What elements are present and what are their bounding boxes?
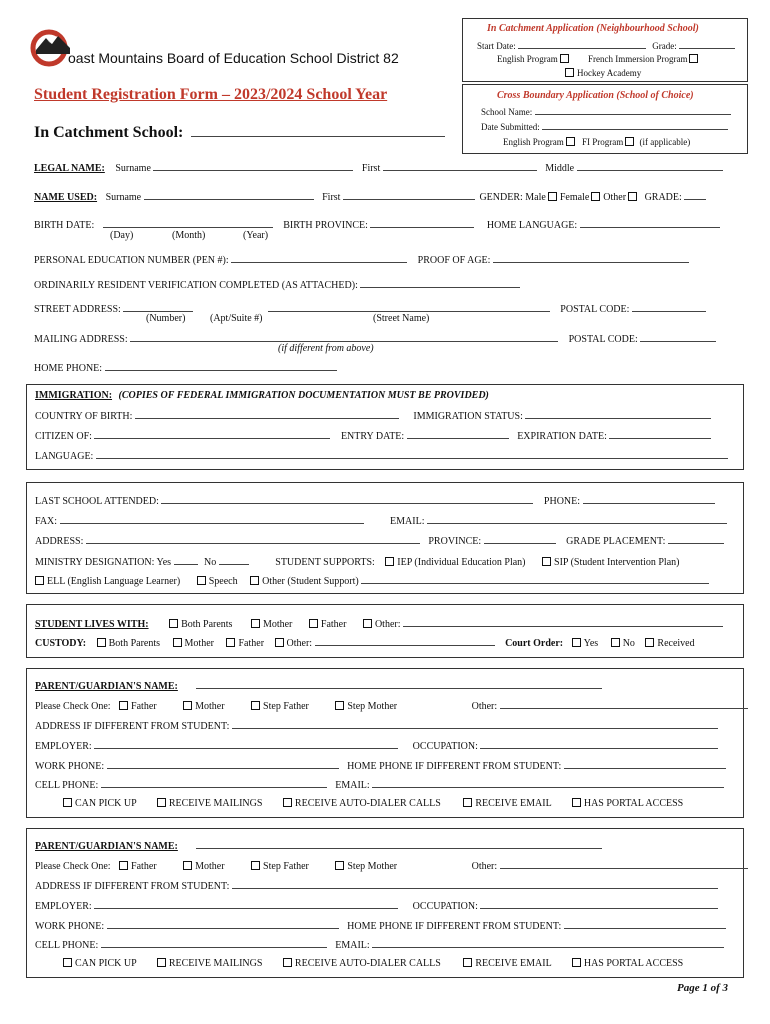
guardian2-mother-checkbox[interactable] xyxy=(183,861,192,870)
other-support-field[interactable] xyxy=(361,574,709,584)
guardian2-work-phone-field[interactable] xyxy=(107,919,339,929)
ordinarily-resident-field[interactable] xyxy=(360,278,520,288)
guardian1-portal-checkbox[interactable] xyxy=(572,798,581,807)
name-used-row: NAME USED: Surname First GENDER: Male Female Other GRADE: xyxy=(34,190,706,203)
guardian2-auto-dialer-checkbox[interactable] xyxy=(283,958,292,967)
lives-other-field[interactable] xyxy=(403,617,723,627)
month-caption: (Month) xyxy=(172,230,206,241)
school-province-field[interactable] xyxy=(484,534,556,544)
guardian2-father-checkbox[interactable] xyxy=(119,861,128,870)
home-language-field[interactable] xyxy=(580,218,720,228)
guardian1-other-field[interactable] xyxy=(500,699,748,709)
gender-other-checkbox[interactable] xyxy=(628,192,637,201)
mailing-address-row: MAILING ADDRESS: POSTAL CODE: xyxy=(34,332,716,345)
guardian1-auto-dialer-checkbox[interactable] xyxy=(283,798,292,807)
expiration-date-field[interactable] xyxy=(609,429,711,439)
if-different-caption: (if different from above) xyxy=(278,343,374,354)
in-catchment-school-field[interactable] xyxy=(191,127,445,137)
street-address-row: STREET ADDRESS: POSTAL CODE: xyxy=(34,302,706,315)
page-number: Page 1 of 3 xyxy=(677,982,729,994)
previous-school-section: LAST SCHOOL ATTENDED: PHONE: FAX: EMAIL: ADDRESS: PROVINCE: GRADE PLACEMENT: MINISTRY DESIGNATION: Yes No STUDENT SUPPORTS: IEP (Individual Education Plan) SIP (Student Intervention Plan) ELL (English Language Learner) Speech Other (Student Support) xyxy=(26,482,744,594)
ministry-no-field[interactable] xyxy=(219,555,249,565)
custody-other-field[interactable] xyxy=(315,636,495,646)
guardian-section-1: PARENT/GUARDIAN'S NAME: Please Check One: Father Mother Step Father Step Mother Other: ADDRESS IF DIFFERENT FROM STUDENT: EMPLOYER: OCCUPATION: WORK PHONE: HOME PHONE IF DIFFERENT FROM STUDENT: CELL PHONE: EMAIL: CAN PICK UP RECEIVE MAILINGS RECEIVE AUTO-DIALER CALLS RECEIVE EMAIL HAS PORTAL ACCESS xyxy=(26,668,744,818)
street-name-field[interactable] xyxy=(268,302,550,312)
birth-date-field[interactable] xyxy=(103,218,273,228)
postal-code-field[interactable] xyxy=(632,302,706,312)
guardian1-step-mother-checkbox[interactable] xyxy=(335,701,344,710)
entry-date-field[interactable] xyxy=(407,429,509,439)
school-email-field[interactable] xyxy=(427,514,727,524)
birth-province-field[interactable] xyxy=(370,218,474,228)
guardian2-portal-checkbox[interactable] xyxy=(572,958,581,967)
custody-other-checkbox[interactable] xyxy=(275,638,284,647)
living-arrangement-section: STUDENT LIVES WITH: Both Parents Mother Father Other: CUSTODY: Both Parents Mother Father Other: Court Order: Yes No Received xyxy=(26,604,744,658)
gender-female-checkbox[interactable] xyxy=(591,192,600,201)
immigration-status-field[interactable] xyxy=(525,409,711,419)
school-fax-field[interactable] xyxy=(60,514,364,524)
school-phone-field[interactable] xyxy=(583,494,715,504)
ordinarily-resident-row: ORDINARILY RESIDENT VERIFICATION COMPLETED (AS ATTACHED): xyxy=(34,278,520,291)
last-school-field[interactable] xyxy=(161,494,533,504)
lives-both-parents-checkbox[interactable] xyxy=(169,619,178,628)
court-order-yes-checkbox[interactable] xyxy=(572,638,581,647)
school-address-field[interactable] xyxy=(86,534,420,544)
school-name-field[interactable] xyxy=(535,105,731,115)
day-caption: (Day) xyxy=(110,230,134,241)
guardian2-occupation-field[interactable] xyxy=(480,899,718,909)
custody-both-parents-checkbox[interactable] xyxy=(97,638,106,647)
start-date-field[interactable] xyxy=(518,39,646,49)
guardian2-mailings-checkbox[interactable] xyxy=(157,958,166,967)
used-first-field[interactable] xyxy=(343,190,475,200)
home-phone-field[interactable] xyxy=(105,361,337,371)
start-date-row: Start Date: Grade: xyxy=(477,39,735,51)
number-caption: (Number) xyxy=(146,313,186,324)
legal-name-row: LEGAL NAME: Surname First Middle xyxy=(34,161,723,174)
guardian1-step-father-checkbox[interactable] xyxy=(251,701,260,710)
citizen-of-field[interactable] xyxy=(94,429,330,439)
ministry-yes-field[interactable] xyxy=(174,555,198,565)
iep-checkbox[interactable] xyxy=(385,557,394,566)
birth-row: BIRTH DATE: BIRTH PROVINCE: HOME LANGUAGE: xyxy=(34,218,720,231)
guardian-section-2: PARENT/GUARDIAN'S NAME: Please Check One: Father Mother Step Father Step Mother Other: ADDRESS IF DIFFERENT FROM STUDENT: EMPLOYER: OCCUPATION: WORK PHONE: HOME PHONE IF DIFFERENT FROM STUDENT: CELL PHONE: EMAIL: CAN PICK UP RECEIVE MAILINGS RECEIVE AUTO-DIALER CALLS RECEIVE EMAIL HAS PORTAL ACCESS xyxy=(26,828,744,978)
guardian1-mailings-checkbox[interactable] xyxy=(157,798,166,807)
home-phone-row: HOME PHONE: xyxy=(34,361,337,374)
custody-father-checkbox[interactable] xyxy=(226,638,235,647)
guardian1-father-checkbox[interactable] xyxy=(119,701,128,710)
guardian1-email-checkbox[interactable] xyxy=(463,798,472,807)
street-number-field[interactable] xyxy=(123,302,193,312)
cross-boundary-box: Cross Boundary Application (School of Choice) School Name: Date Submitted: English Program FI Program (if applicable) xyxy=(462,84,748,154)
gender-male-checkbox[interactable] xyxy=(548,192,557,201)
cross-fi-checkbox[interactable] xyxy=(625,137,634,146)
catchment-application-box: In Catchment Application (Neighbourhood School) Start Date: Grade: English Program French Immersion Program Hockey Academy xyxy=(462,18,748,82)
proof-of-age-field[interactable] xyxy=(493,253,689,263)
grade-placement-field[interactable] xyxy=(668,534,724,544)
used-surname-field[interactable] xyxy=(144,190,314,200)
guardian2-employer-field[interactable] xyxy=(94,899,398,909)
guardian2-pick-up-checkbox[interactable] xyxy=(63,958,72,967)
court-order-no-checkbox[interactable] xyxy=(611,638,620,647)
language-field[interactable] xyxy=(96,449,728,459)
custody-mother-checkbox[interactable] xyxy=(173,638,182,647)
country-of-birth-field[interactable] xyxy=(135,409,399,419)
guardian2-email-checkbox[interactable] xyxy=(463,958,472,967)
cross-box-title: Cross Boundary Application (School of Choice) xyxy=(497,90,694,101)
guardian2-email-field[interactable] xyxy=(372,938,724,948)
sip-checkbox[interactable] xyxy=(542,557,551,566)
guardian1-pick-up-checkbox[interactable] xyxy=(63,798,72,807)
mailing-postal-field[interactable] xyxy=(640,332,716,342)
guardian2-home-phone-field[interactable] xyxy=(564,919,726,929)
lives-mother-checkbox[interactable] xyxy=(251,619,260,628)
speech-checkbox[interactable] xyxy=(197,576,206,585)
guardian1-work-phone-field[interactable] xyxy=(107,759,339,769)
guardian1-employer-field[interactable] xyxy=(94,739,398,749)
guardian1-mother-checkbox[interactable] xyxy=(183,701,192,710)
lives-other-checkbox[interactable] xyxy=(363,619,372,628)
catchment-box-title: In Catchment Application (Neighbourhood School) xyxy=(487,23,699,34)
guardian1-cell-phone-field[interactable] xyxy=(101,778,327,788)
pen-row: PERSONAL EDUCATION NUMBER (PEN #): PROOF OF AGE: xyxy=(34,253,689,266)
pen-field[interactable] xyxy=(231,253,407,263)
guardian2-step-mother-checkbox[interactable] xyxy=(335,861,344,870)
guardian1-email-field[interactable] xyxy=(372,778,724,788)
ell-checkbox[interactable] xyxy=(35,576,44,585)
immigration-section: IMMIGRATION: (COPIES OF FEDERAL IMMIGRATION DOCUMENTATION MUST BE PROVIDED) COUNTRY OF BIRTH: IMMIGRATION STATUS: CITIZEN OF: ENTRY DATE: EXPIRATION DATE: LANGUAGE: xyxy=(26,384,744,470)
legal-middle-field[interactable] xyxy=(577,161,723,171)
cross-english-checkbox[interactable] xyxy=(566,137,575,146)
grade-field[interactable] xyxy=(684,190,706,200)
guardian2-cell-phone-field[interactable] xyxy=(101,938,327,948)
english-program-checkbox[interactable] xyxy=(560,54,569,63)
in-catchment-label: In Catchment School: xyxy=(34,124,445,142)
form-title: Student Registration Form – 2023/2024 School Year xyxy=(34,86,388,103)
street-name-caption: (Street Name) xyxy=(373,313,430,324)
year-caption: (Year) xyxy=(243,230,269,241)
district-name: oast Mountains Board of Education School District 82 xyxy=(68,50,399,66)
hockey-academy-checkbox[interactable] xyxy=(565,68,574,77)
guardian2-other-field[interactable] xyxy=(500,859,748,869)
mailing-address-field[interactable] xyxy=(130,332,558,342)
lives-father-checkbox[interactable] xyxy=(309,619,318,628)
legal-first-field[interactable] xyxy=(383,161,537,171)
guardian1-home-phone-field[interactable] xyxy=(564,759,726,769)
legal-surname-field[interactable] xyxy=(153,161,353,171)
guardian2-step-father-checkbox[interactable] xyxy=(251,861,260,870)
guardian2-name-field[interactable] xyxy=(196,839,602,849)
court-order-received-checkbox[interactable] xyxy=(645,638,654,647)
guardian2-address-field[interactable] xyxy=(232,879,718,889)
guardian1-address-field[interactable] xyxy=(232,719,718,729)
date-submitted-field[interactable] xyxy=(542,120,728,130)
other-support-checkbox[interactable] xyxy=(250,576,259,585)
catchment-grade-field[interactable] xyxy=(679,39,735,49)
french-immersion-checkbox[interactable] xyxy=(689,54,698,63)
guardian1-name-field[interactable] xyxy=(196,679,602,689)
guardian1-occupation-field[interactable] xyxy=(480,739,718,749)
apt-caption: (Apt/Suite #) xyxy=(210,313,263,324)
